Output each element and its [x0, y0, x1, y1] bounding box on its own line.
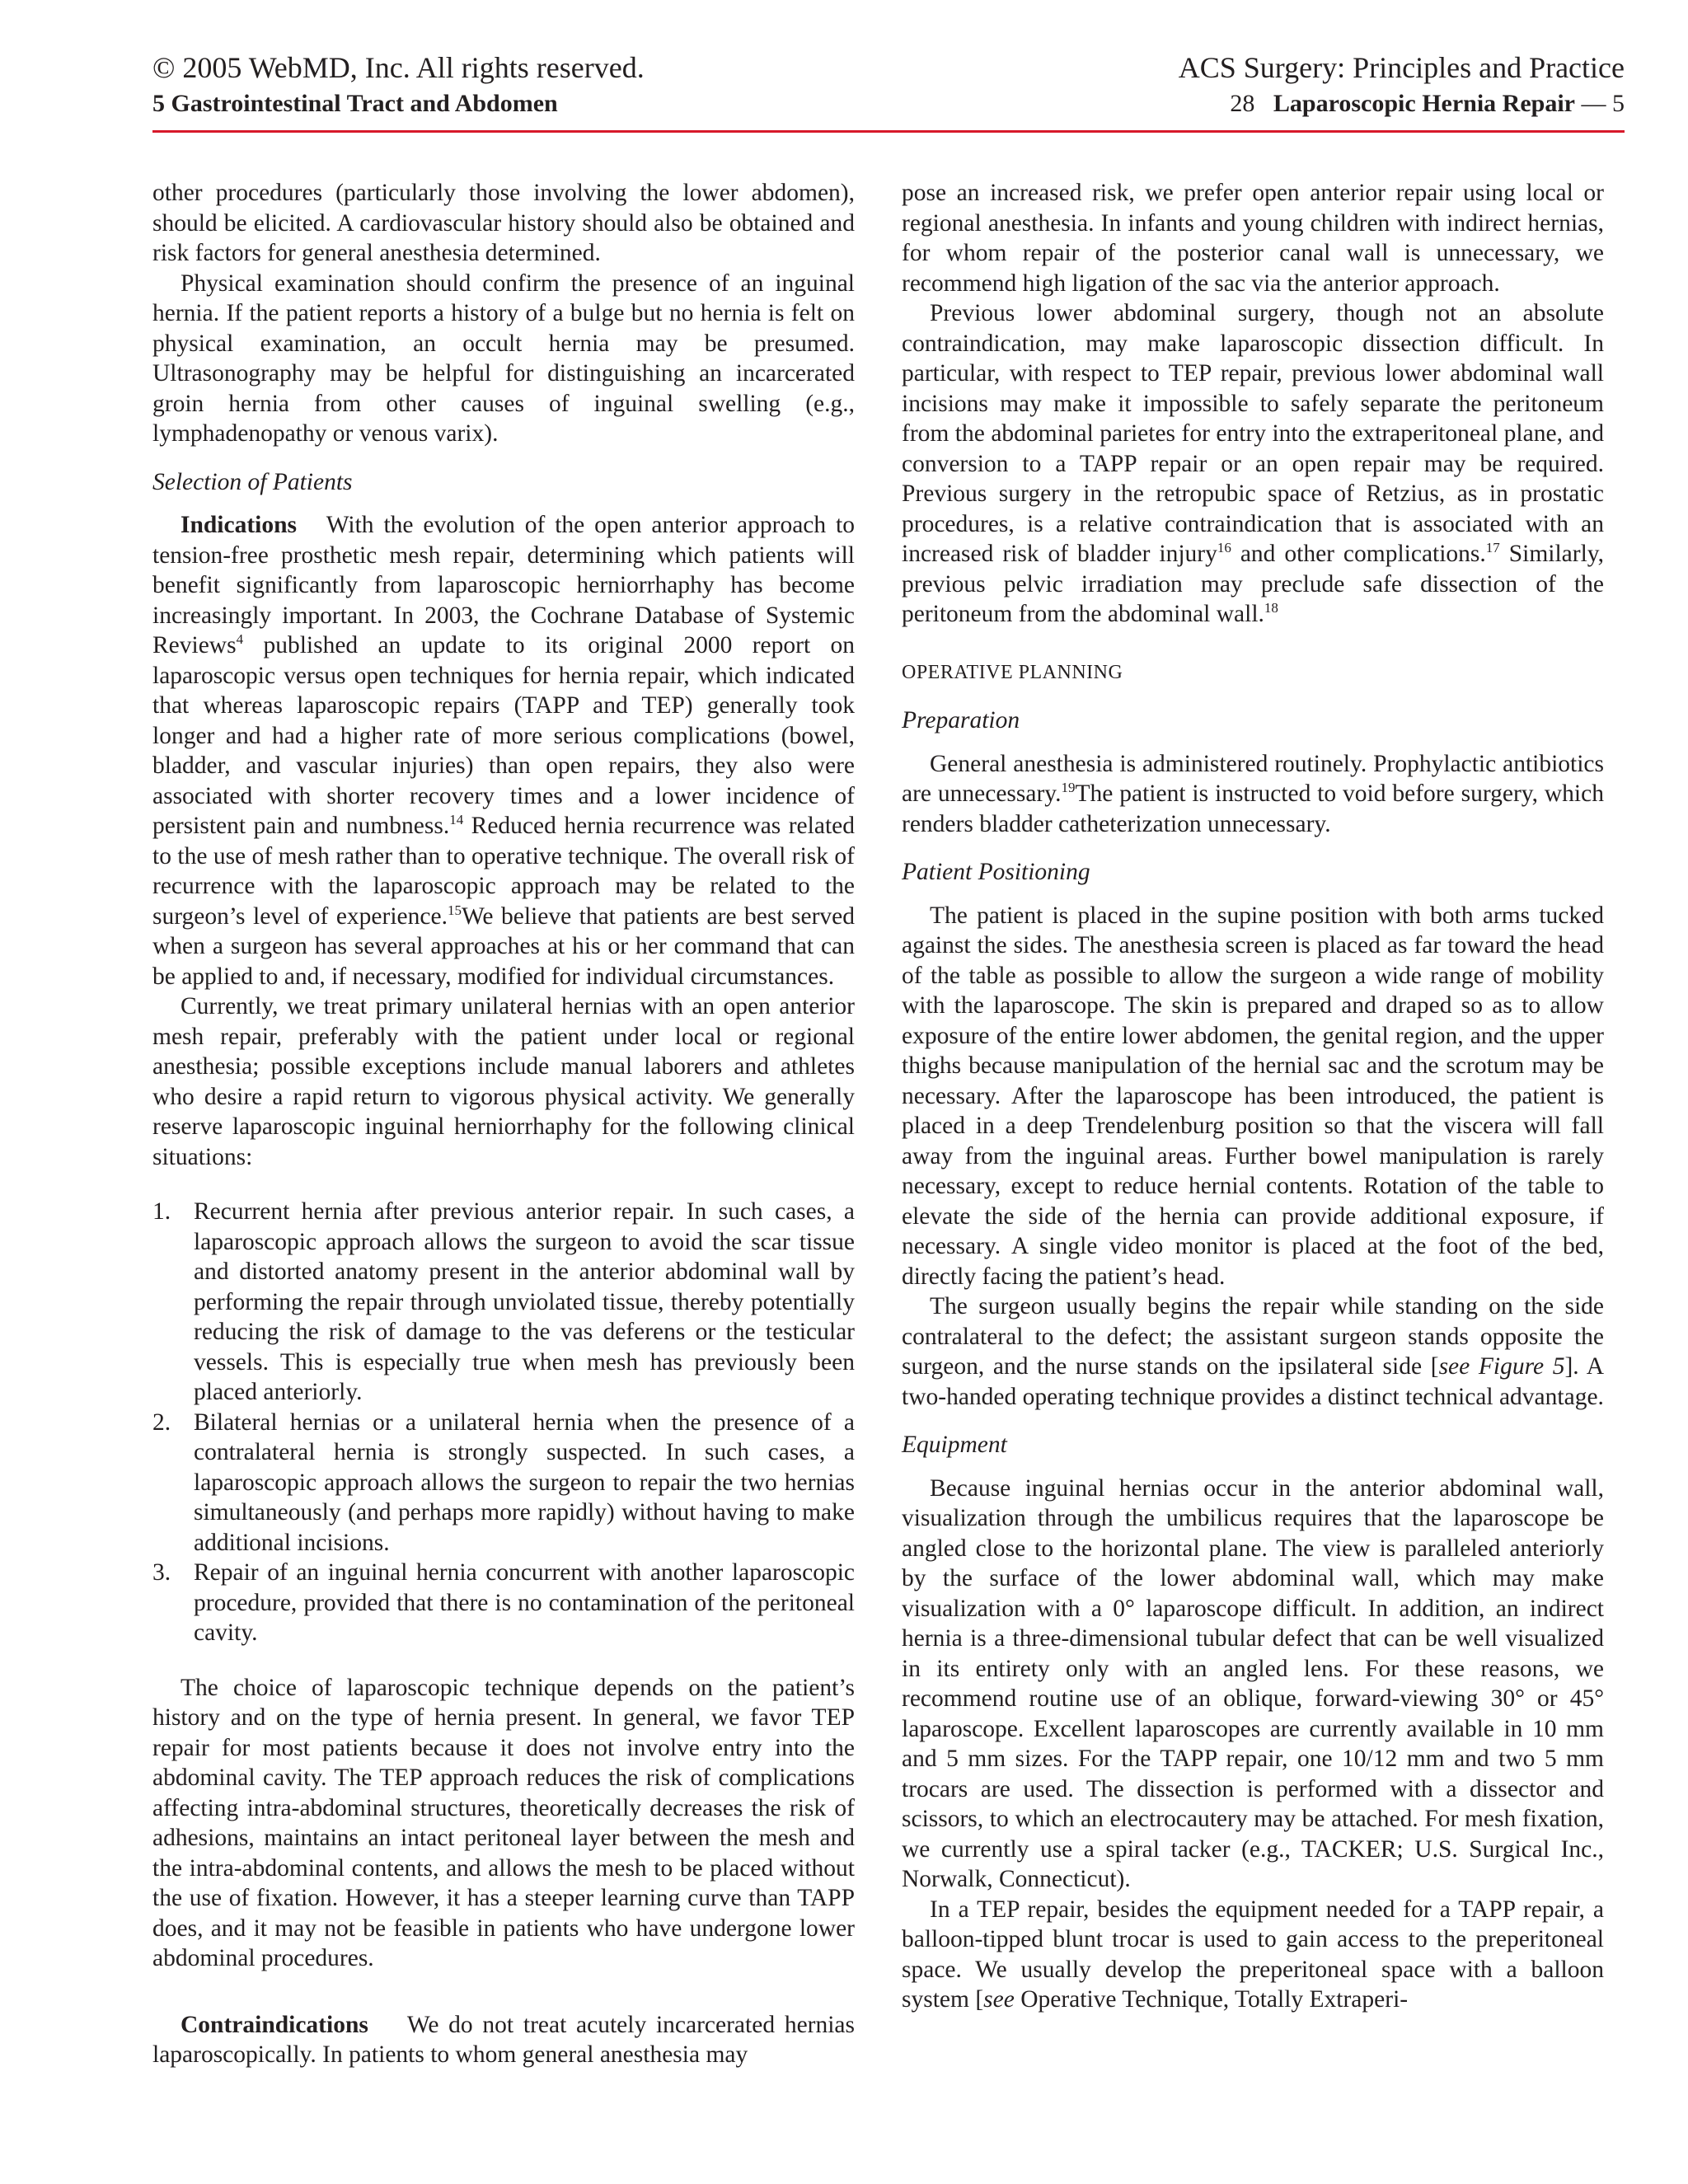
paragraph-text: and other complications. — [1231, 541, 1486, 567]
paragraph — [902, 1291, 1604, 1412]
subheading-selection-of-patients: Selection of Patients — [152, 468, 353, 495]
paragraph-text: We believe that patients are best served when a surgeon has several approaches at his or her command that can be applied to and, if necessary, modified for individual circumstances. — [152, 902, 855, 990]
subheading-patient-positioning: Patient Positioning — [902, 859, 1090, 885]
copyright-line: © 2005 WebMD, Inc. All rights reserved. — [152, 51, 645, 84]
subheading-equipment: Equipment — [902, 1432, 1007, 1458]
paragraph-text: ]. A two-handed operating technique provides a distinct technical advantage. — [902, 1353, 1605, 1410]
reference-19: 19 — [1061, 780, 1076, 795]
paragraph: Because inguinal hernias occur in the anterior abdominal wall, visualization through the umbilicus requires that the laparoscope be angled close to the horizontal plane. The view is paralleled anteriorly by the surface of the lower abdominal wall, which may make visualization with a 0° laparoscope difficult. In addition, an indirect hernia is a three-dimensional tubular defect that can be well visualized in its entirety only with an angled lens. For these reasons, we recommend routine use of an oblique, forward-viewing 30° or 45° laparoscope. Excellent laparoscopes are currently available in 10 mm and 5 mm sizes. For the TAPP repair, one 10/12 mm and two 5 mm trocars are used. The dissection is performed with a dissector and scissors, to which an electrocautery may be attached. For mesh fixation, we currently use a spiral tacker (e.g., TACKER; U.S. Surgical Inc., Norwalk, Connecticut). — [902, 1474, 1604, 1892]
indications-heading: Indications — [181, 512, 297, 538]
list-number: 2. — [152, 1408, 171, 1436]
chapter-title: Laparoscopic Hernia Repair — [1273, 90, 1575, 117]
indications-paragraph — [152, 510, 855, 991]
chapter-line — [1179, 86, 1625, 122]
paragraph-text: Reduced hernia recurrence was related to the use of mesh rather than to operative technique. The overall risk of recurrence with the laparoscopic approach may be related to the surgeon’s level of experience. — [152, 813, 855, 930]
contraindications-paragraph — [152, 2010, 855, 2070]
header-rule — [152, 130, 1625, 133]
page-number: — 5 — [1581, 90, 1625, 117]
reference-18: 18 — [1264, 600, 1278, 616]
paragraph-text: The patient is instructed to void before surgery, which renders bladder catheterization unnecessary. — [902, 780, 1604, 837]
paragraph-text: Similarly, previous pelvic irradiation may preclude safe dissection of the peritoneum from the abdominal wall. — [902, 541, 1605, 627]
paragraph — [902, 1895, 1604, 2015]
paragraph: other procedures (particularly those involving the lower abdomen), should be elicited. A cardiovascular history should also be obtained and risk factors for general anesthesia determined. — [152, 180, 855, 266]
reference-17: 17 — [1485, 540, 1500, 555]
list-item-text: Bilateral hernias or a unilateral hernia when the presence of a contralateral hernia is strongly suspected. In such cases, a laparoscopic approach allows the surgeon to repair the two hernias simultaneously (and perhaps more rapidly) without having to make additional incisions. — [194, 1408, 855, 1556]
list-item — [152, 1197, 855, 1408]
paragraph-text: General anesthesia is administered routinely. Prophylactic antibiotics are unnecessary. — [902, 750, 1604, 807]
reference-16: 16 — [1217, 540, 1231, 555]
paragraph: The choice of laparoscopic technique depends on the patient’s history and on the type of hernia present. In general, we favor TEP repair for most patients because it does not involve entry into the abdominal cavity. The TEP approach reduces the risk of complications affecting intra-abdominal structures, theoretically decreases the risk of adhesions, maintains an intact peritoneal layer between the mesh and the intra-abdominal contents, and allows the mesh to be placed without the use of fixation. However, it has a steeper learning curve than TAPP does, and it may not be feasible in patients who have undergone lower abdominal procedures. — [152, 1674, 855, 1971]
list-item — [152, 1558, 855, 1648]
paragraph — [902, 749, 1604, 840]
paragraph-text: published an update to its original 2000 report on laparoscopic versus open techniques for hernia repair, which indicated that whereas laparoscopic repairs (TAPP and TEP) generally took longer and had a higher rate of more serious complications (bowel, bladder, and vascular injuries) than open repairs, they also were associated with shorter recovery times and a lower incidence of persistent pain and numbness. — [152, 632, 855, 839]
paragraph: pose an increased risk, we prefer open anterior repair using local or regional anesthesia. In infants and young children with indirect hernias, for whom repair of the posterior canal wall is unnecessary, we recommend high ligation of the sac via the anterior approach. — [902, 180, 1604, 297]
paragraph: Physical examination should confirm the presence of an inguinal hernia. If the patient reports a history of a bulge but no hernia is felt on physical examination, an occult hernia may be presumed. Ultrasonography may be helpful for distinguishing an incarcerated groin hernia from other causes of inguinal swelling (e.g., lymphadenopathy or venous varix). — [152, 269, 855, 447]
running-header-right — [1179, 49, 1625, 122]
list-number: 1. — [152, 1198, 171, 1225]
figure-reference: Figure 5 — [1478, 1353, 1565, 1380]
clinical-situations-list — [152, 1197, 855, 1648]
see-reference: see — [1438, 1353, 1470, 1380]
paragraph-text: The surgeon usually begins the repair while standing on the side contralateral to the defect; the assistant surgeon stands opposite the surgeon, and the nurse stands on the ipsilateral side [ — [902, 1293, 1604, 1380]
contraindications-heading: Contraindications — [181, 2011, 368, 2038]
paragraph: Currently, we treat primary unilateral hernias with an open anterior mesh repair, preferably with the patient under local or regional anesthesia; possible exceptions include manual laborers and athletes who desire a rapid return to vigorous physical activity. We generally reserve laparoscopic inguinal herniorrhaphy for the following clinical situations: — [152, 993, 855, 1170]
book-title: ACS Surgery: Principles and Practice — [1178, 51, 1625, 84]
section-title: 5 Gastrointestinal Tract and Abdomen — [152, 90, 558, 117]
list-item — [152, 1408, 855, 1558]
paragraph-text: We do not treat acutely incarcerated hernias laparoscopically. In patients to whom general anesthesia may — [152, 2011, 856, 2068]
paragraph-text: Operative Technique, Totally Extraperi- — [1014, 1986, 1409, 2013]
list-item-text: Repair of an inguinal hernia concurrent with another laparoscopic procedure, provided that there is no contamination of the peritoneal cavity. — [194, 1559, 855, 1646]
reference-4: 4 — [236, 631, 244, 647]
paragraph-text: Previous lower abdominal surgery, though not an absolute contraindication, may make laparoscopic dissection difficult. In particular, with respect to TEP repair, previous lower abdominal wall incisions may make it impossible to safely separate the peritoneum from the abdominal parietes for entry into the extraperitoneal plane, and conversion to a TAPP repair or an open repair may be required. Previous surgery in the retropubic space of Retzius, as in prostatic procedures, is a relative contraindication that is associated with an increased risk of bladder injury — [902, 300, 1604, 567]
paragraph — [902, 298, 1604, 630]
list-item-text: Recurrent hernia after previous anterior repair. In such cases, a laparoscopic approach allows the surgeon to avoid the scar tissue and distorted anatomy present in the anterior abdominal wall by performing the repair through unviolated tissue, thereby potentially reducing the risk of damage to the vas deferens or the testicular vessels. This is especially true when mesh has previously been placed anteriorly. — [194, 1198, 855, 1405]
right-column — [902, 178, 1604, 2015]
see-reference: see — [983, 1986, 1015, 2013]
list-number: 3. — [152, 1559, 171, 1586]
paragraph-text: With the evolution of the open anterior approach to tension-free prosthetic mesh repair, determining which patients will benefit significantly from laparoscopic herniorrhaphy has become increasingly important. In 2003, the Cochrane Database of Systemic Reviews — [152, 512, 856, 658]
paragraph-text: In a TEP repair, besides the equipment needed for a TAPP repair, a balloon-tipped blunt trocar is used to gain access to the preperitoneal space. We usually develop the preperitoneal space with a balloon system [ — [902, 1896, 1604, 2013]
chapter-number: 28 — [1230, 90, 1255, 117]
running-header-left — [152, 49, 645, 122]
section-heading-operative-planning: OPERATIVE PLANNING — [902, 661, 1123, 683]
reference-15: 15 — [447, 902, 462, 918]
paragraph: The patient is placed in the supine position with both arms tucked against the sides. The anesthesia screen is placed as far toward the head of the table as possible to allow the surgeon a wide range of mobility with the laparoscope. The skin is prepared and draped so as to allow exposure of the entire lower abdomen, the genital region, and the upper thighs because manipulation of the hernial sac and the scrotum may be necessary. After the laparoscope has been introduced, the patient is placed in a deep Trendelenburg position so that the viscera will fall away from the inguinal areas. Further bowel manipulation is rarely necessary, except to reduce hernial contents. Rotation of the table to elevate the side of the hernia can provide additional exposure, if necessary. A single video monitor is placed at the foot of the bed, directly facing the patient’s head. — [902, 902, 1604, 1290]
left-column — [152, 178, 855, 2070]
reference-14: 14 — [449, 812, 464, 827]
subheading-preparation: Preparation — [902, 707, 1020, 733]
